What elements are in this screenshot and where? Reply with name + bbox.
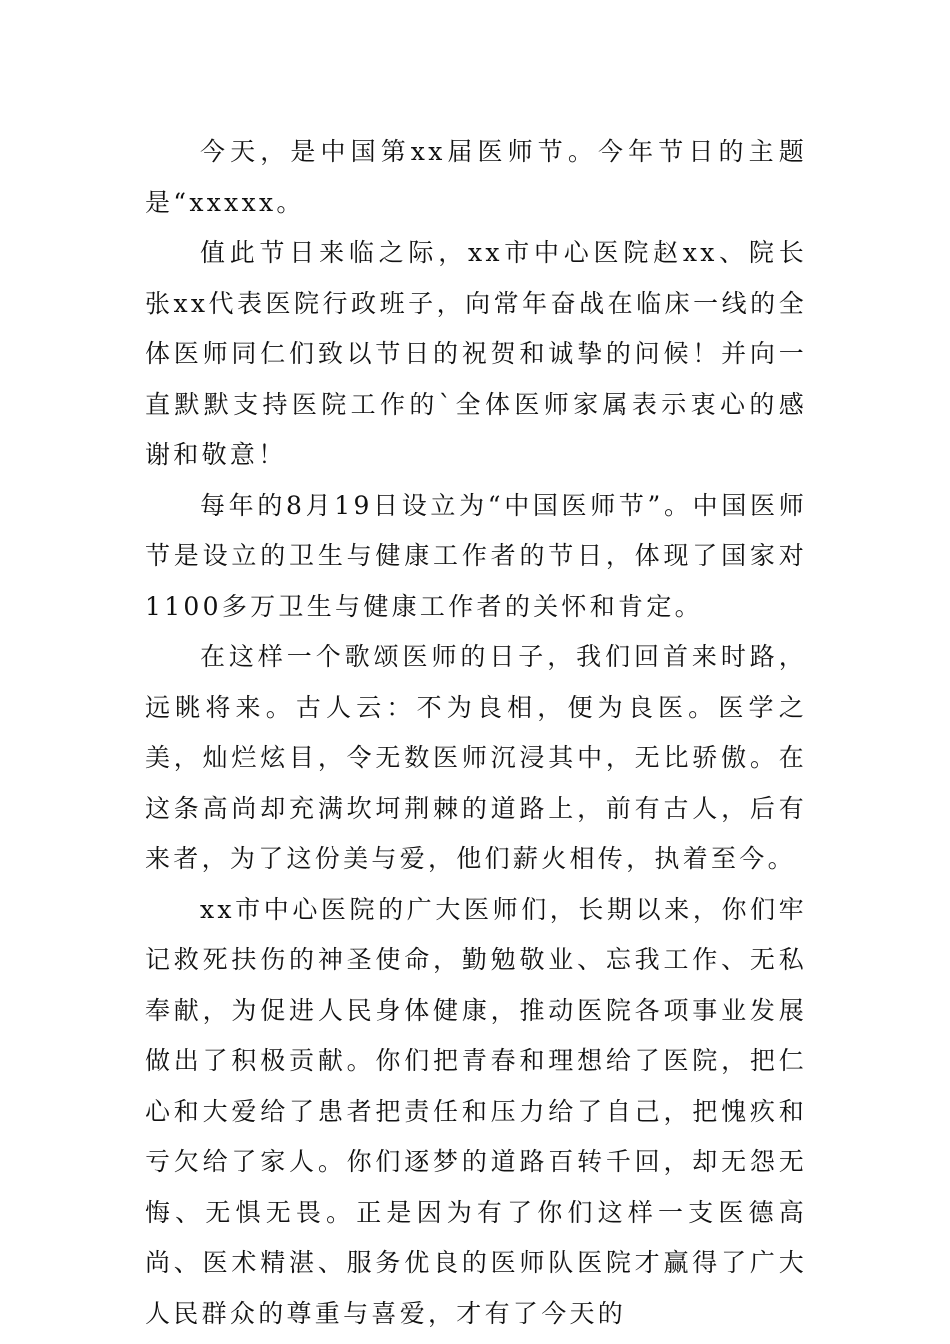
paragraph-3: 每年的8月19日设立为“中国医师节”。中国医师节是设立的卫生与健康工作者的节日，体现了国家对1100多万卫生与健康工作者的关怀和肯定。 — [145, 490, 807, 621]
paragraph-5: xx市中心医院的广大医师们，长期以来，你们牢记救死扶伤的神圣使命，勤勉敬业、忘我工作、无私奉献，为促进人民身体健康，推动医院各项事业发展做出了积极贡献。你们把青春和理想给了医院，把仁心和大爱给了患者把责任和压力给了自己，把愧疚和亏欠给了家人。你们逐梦的道路百转千回，却无怨无悔、无惧无畏。正是因为有了你们这样一支医德高尚、医术精湛、服务优良的医师队医院才赢得了广大人民群众的尊重与喜爱，才有了今天的 — [145, 894, 807, 1328]
paragraph-2: 值此节日来临之际，xx市中心医院赵xx、院长张xx代表医院行政班子，向常年奋战在临床一线的全体医师同仁们致以节日的祝贺和诚挚的问候！并向一直默默支持医院工作的`全体医师家属表示衷心的感谢和敬意！ — [145, 238, 807, 469]
paragraph-4: 在这样一个歌颂医师的日子，我们回首来时路，远眺将来。古人云：不为良相，便为良医。医学之美，灿烂炫目，令无数医师沉浸其中，无比骄傲。在这条高尚却充满坎坷荆棘的道路上，前有古人，后有来者，为了这份美与爱，他们薪火相传，执着至今。 — [145, 642, 807, 873]
document-body — [145, 127, 807, 1339]
paragraph-1: 今天，是中国第xx届医师节。今年节日的主题是“xxxxx。 — [145, 137, 807, 217]
